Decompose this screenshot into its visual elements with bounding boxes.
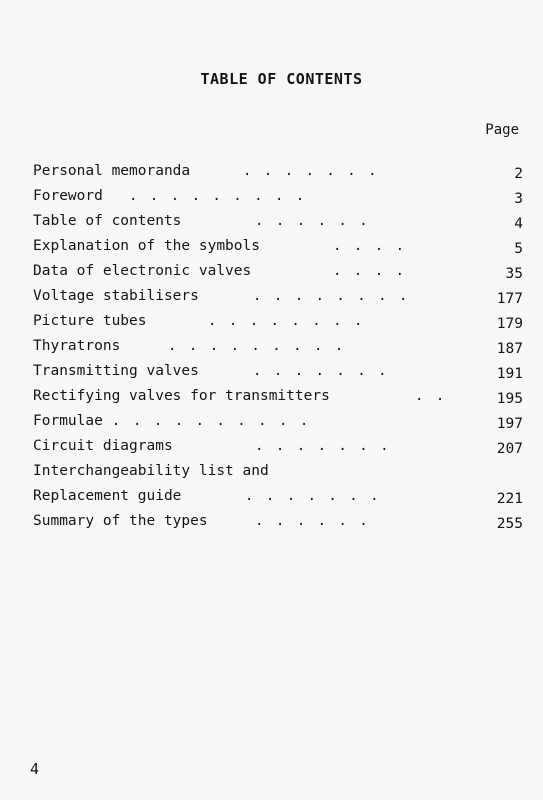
toc-entry xyxy=(33,360,523,385)
toc-entry-leader: . . . . . . xyxy=(255,213,370,229)
toc-entry-page: 3 xyxy=(514,191,523,207)
toc-entry xyxy=(33,460,523,485)
toc-entry-leader: . . . . xyxy=(333,238,407,254)
toc-entry xyxy=(33,235,523,260)
toc-entry xyxy=(33,285,523,310)
toc-entry-leader: . . . . . . . . . xyxy=(133,413,311,429)
toc-entry-label: Summary of the types xyxy=(33,513,208,529)
toc-entry-page: 5 xyxy=(514,241,523,257)
toc-entry xyxy=(33,410,523,435)
toc-entry xyxy=(33,385,523,410)
toc-entry xyxy=(33,210,523,235)
toc-entry xyxy=(33,435,523,460)
toc-entry-leader: . . xyxy=(415,388,447,404)
toc-entry-label: Data of electronic valves xyxy=(33,263,252,279)
toc-entry-label: Rectifying valves for transmitters xyxy=(33,388,330,404)
toc-entry-page: 195 xyxy=(496,391,523,407)
toc-entry-leader: . . . . . . . . . xyxy=(168,338,346,354)
toc-entry-label: Formulae . xyxy=(33,413,121,429)
toc-entry-page: 221 xyxy=(496,491,523,507)
toc-entry-label: Explanation of the symbols xyxy=(33,238,260,254)
toc-entry-leader: . . . . . . . xyxy=(255,438,391,454)
toc-entry-leader: . . . . . . . . xyxy=(208,313,365,329)
toc-entry-leader: . . . . . . xyxy=(255,513,370,529)
toc-entry-page: 2 xyxy=(514,166,523,182)
toc-entry-label: Personal memoranda xyxy=(33,163,191,179)
toc-entry-page: 179 xyxy=(496,316,523,332)
toc-entry-page: 177 xyxy=(496,291,523,307)
toc-entry-page: 35 xyxy=(505,266,523,282)
toc-entry-leader: . . . . . . . xyxy=(253,363,389,379)
toc-entry xyxy=(33,185,523,210)
toc-entry-leader: . . . . . . . . . xyxy=(129,188,307,204)
toc-entry xyxy=(33,310,523,335)
toc-entry-page: 207 xyxy=(496,441,523,457)
toc-entry-leader: . . . . . . . xyxy=(245,488,381,504)
toc-entry-label: Foreword xyxy=(33,188,103,204)
toc-entry-label: Table of contents xyxy=(33,213,182,229)
toc-entry-label: Thyratrons xyxy=(33,338,121,354)
toc-entry-label: Circuit diagrams xyxy=(33,438,173,454)
toc-entry-label: Voltage stabilisers xyxy=(33,288,199,304)
toc-entry xyxy=(33,510,523,535)
page-column-header: Page xyxy=(485,122,519,138)
toc-entry-label: Transmitting valves xyxy=(33,363,199,379)
toc-entry-page: 255 xyxy=(496,516,523,532)
toc-entry-leader: . . . . . . . . xyxy=(253,288,410,304)
toc-entry xyxy=(33,260,523,285)
toc-entry-label: Replacement guide xyxy=(33,488,182,504)
toc-entry-leader: . . . . . . . xyxy=(243,163,379,179)
page-title: TABLE OF CONTENTS xyxy=(200,70,363,88)
toc-entry-label: Picture tubes xyxy=(33,313,147,329)
toc-entry-leader: . . . . xyxy=(333,263,407,279)
toc-entry-label: Interchangeability list and xyxy=(33,463,269,479)
toc-entry-page: 191 xyxy=(496,366,523,382)
toc-entry-page: 4 xyxy=(514,216,523,232)
table-of-contents xyxy=(33,160,523,535)
footer-page-number: 4 xyxy=(30,760,40,778)
toc-entry xyxy=(33,485,523,510)
toc-entry-page: 187 xyxy=(496,341,523,357)
toc-entry xyxy=(33,160,523,185)
toc-entry-page: 197 xyxy=(496,416,523,432)
toc-entry xyxy=(33,335,523,360)
